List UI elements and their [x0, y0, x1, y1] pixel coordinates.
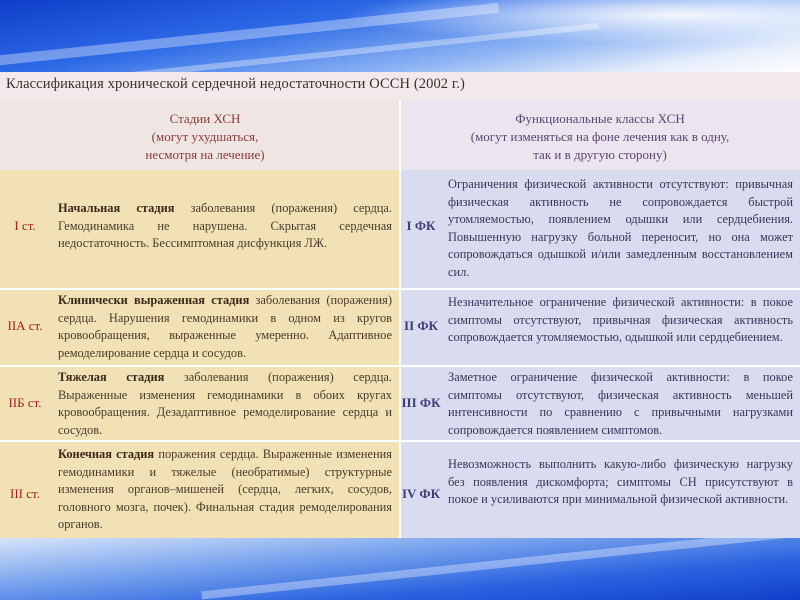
column-divider — [399, 100, 401, 538]
fk-description: Ограничения физической активности отсутствуют: привычная физическая активность не сопровождается быстрой утомляемостью, появлением одышки или сердцебиения. Повышенную нагрузку больной переносит, но она может сопровождаться одышкой и/или замедленным восстановлением сил. — [448, 177, 793, 279]
stages-header-line: Стадии ХСН — [169, 111, 241, 126]
stage-description: Клинически выраженная стадия заболевания (поражения) сердца. Нарушения гемодинамики в одном из кругов кровообращения, выраженные умеренно. Адаптивное ремоделирование сердца и сосудов. — [58, 293, 392, 360]
stage-label: I ст. — [14, 218, 36, 233]
classes-header-line: Функциональные классы ХСН — [515, 111, 685, 126]
classification-table-panel — [0, 72, 800, 538]
classes-header-line: (могут изменяться на фоне лечения как в одну, — [470, 129, 730, 144]
stage-description: Тяжелая стадия заболевания (поражения) сердца. Выраженные изменения гемодинамики в обоих кругах кровообращения. Дезадаптивное ремоделирование сердца и сосудов. — [58, 370, 393, 437]
stages-header-line: несмотря на лечение) — [145, 147, 265, 162]
fk-description: Невозможность выполнить какую-либо физическую нагрузку без появления дискомфорта; симптомы СН присутствуют в покое и усиливаются при минимальной физической активности. — [448, 457, 793, 507]
fk-label: I ФК — [406, 218, 436, 233]
stage-label: IIА ст. — [7, 318, 43, 333]
stage-description: Конечная стадия поражения сердца. Выраженные изменения гемодинамики и тяжелые (необратимые) структурные изменения органов–мишеней (сердца, легких, сосудов, головного мозга, почек). Финальная стадия ремоделирования органов. — [58, 447, 392, 532]
fk-description: Незначительное ограничение физической активности: в покое симптомы отсутствуют, привычная физическая активность сопровождается утомляемостью, одышкой или сердцебиением. — [448, 295, 793, 345]
fk-label: II ФК — [404, 318, 438, 333]
fk-label: III ФК — [401, 395, 441, 410]
stage-label: III ст. — [10, 486, 40, 501]
fk-description: Заметное ограничение физической активности: в покое симптомы отсутствуют, физическая активность меньшей интенсивности по сравнению с привычными нагрузками сопровождается появлением симптомов. — [448, 370, 793, 437]
stage-description: Начальная стадия заболевания (поражения) сердца. Гемодинамика не нарушена. Скрытая сердечная недостаточность. Бессимптомная дисфункция ЛЖ. — [58, 201, 393, 251]
stages-header-line: (могут ухудшаться, — [151, 129, 259, 144]
stage-label: IIБ ст. — [8, 395, 42, 410]
classes-header-line: так и в другую сторону) — [533, 147, 667, 162]
table-title: Классификация хронической сердечной недостаточности ОССН (2002 г.) — [6, 76, 465, 92]
fk-label: IV ФК — [401, 486, 441, 501]
background-top-band — [0, 0, 800, 75]
